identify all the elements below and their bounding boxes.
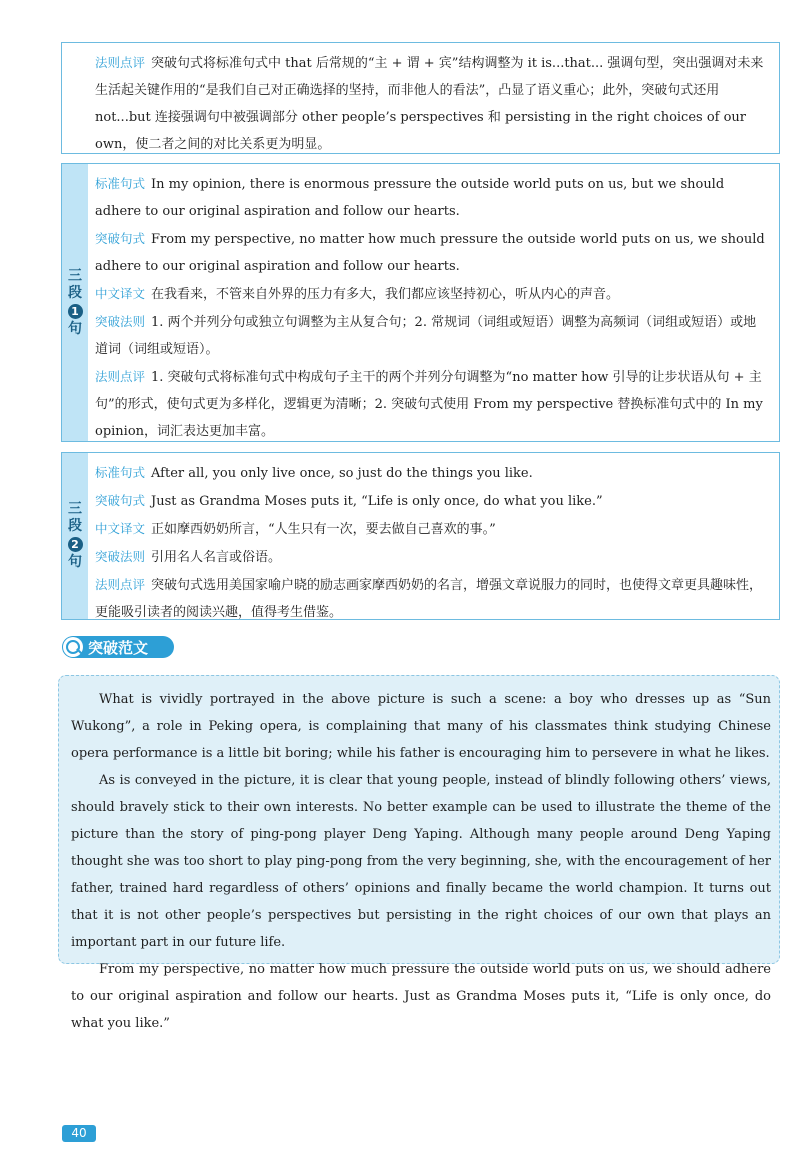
side-number-badge: 2	[68, 537, 83, 552]
label-breakthrough: 突破句式	[95, 231, 146, 246]
page-number: 40	[62, 1125, 96, 1142]
label-rule-comment: 法则点评	[95, 55, 146, 70]
magnifier-icon	[63, 637, 83, 657]
comment-box-previous	[61, 42, 780, 154]
row-chinese-translation	[95, 280, 769, 308]
text-breakthrough: Just as Grandma Moses puts it, “Life is only once, do what you like.”	[151, 494, 603, 509]
row-standard-sentence	[95, 170, 769, 225]
text-rule-comment: 突破句式选用美国家喻户晓的励志画家摩西奶奶的名言，增强文章说服力的同时，也使得文章更具趣味性，更能吸引读者的阅读兴趣，值得考生借鉴。	[95, 578, 763, 620]
row-rule-comment	[95, 571, 769, 626]
text-standard: In my opinion, there is enormous pressure the outside world puts on us, but we should adhere to our original aspiration and follow our hearts.	[95, 177, 725, 219]
section-header-sample-essay	[62, 636, 174, 658]
side-label-para3-sent2	[62, 453, 88, 619]
side-char: 三	[68, 267, 82, 284]
text-rule: 1. 两个并列分句或独立句调整为主从复合句；2. 常规词（词组或短语）调整为高频词（词组或短语）或地道词（词组或短语）。	[95, 315, 757, 357]
text-rule-comment: 1. 突破句式将标准句式中构成句子主干的两个并列分句调整为“no matter how 引导的让步状语从句 + 主句”的形式，使句式更为多样化，逻辑更为清晰；2. 突破句式使用 From my perspective 替换标准句式中的 In my opinion，词汇表达更加丰富。	[95, 370, 763, 439]
side-number-badge: 1	[68, 304, 83, 319]
paragraph-3-sentence-1-box	[61, 163, 780, 442]
side-char: 句	[68, 554, 82, 570]
section-title: 突破范文	[88, 638, 149, 657]
row-standard-sentence	[95, 459, 769, 487]
essay-paragraph-1: What is vividly portrayed in the above picture is such a scene: a boy who dresses up as “Sun Wukong”, a role in Peking opera, is complaining that many of his classmates think studying Chinese opera performance is a little bit boring; while his father is encouraging him to persevere in what he likes.	[71, 692, 771, 761]
row-breakthrough-rule	[95, 308, 769, 363]
label-rule-comment: 法则点评	[95, 577, 146, 592]
side-label-para3-sent1	[62, 164, 88, 441]
label-rule: 突破法则	[95, 314, 146, 329]
row-breakthrough-sentence	[95, 487, 769, 515]
label-translation: 中文译文	[95, 521, 146, 536]
paragraph-3-sentence-2-box	[61, 452, 780, 620]
label-breakthrough: 突破句式	[95, 493, 146, 508]
row-rule-comment	[95, 49, 769, 158]
text-translation: 正如摩西奶奶所言，“人生只有一次，要去做自己喜欢的事。”	[151, 522, 496, 537]
sample-essay-box	[58, 675, 780, 1031]
essay-paragraph-2: As is conveyed in the picture, it is clear that young people, instead of blindly following others’ views, should bravely stick to their own interests. No better example can be used to illustrate the theme of the picture than the story of ping-pong player Deng Yaping. Although many people around Deng Yaping thought she was too short to play ping-pong from the very beginning, she, with the encouragement of her father, trained hard regardless of others’ opinions and finally became the world champion. It turns out that it is not other people’s perspectives but persisting in the right choices of our own that plays an important part in our future life.	[71, 773, 771, 950]
side-char: 段	[68, 284, 82, 301]
row-breakthrough-rule	[95, 543, 769, 571]
essay-paragraph-3: From my perspective, no matter how much pressure the outside world puts on us, we should adhere to our original aspiration and follow our hearts. Just as Grandma Moses puts it, “Life is only once, do what you like.”	[71, 962, 771, 1031]
text-rule-comment: 突破句式将标准句式中 that 后常规的“主 + 谓 + 宾”结构调整为 it is...that... 强调句型，突出强调对未来生活起关键作用的“是我们自己对正确选择的坚持，而非他人的看法”，凸显了语义重心；此外，突破句式还用 not...but 连接强调句中被强调部分 other people’s perspectives 和 persisting in the right choices of our own，使二者之间的对比关系更为明显。	[95, 56, 764, 152]
text-breakthrough: From my perspective, no matter how much pressure the outside world puts on us, we should adhere to our original aspiration and follow our hearts.	[95, 232, 765, 274]
text-rule: 引用名人名言或俗语。	[151, 550, 282, 565]
row-rule-comment	[95, 363, 769, 445]
label-rule: 突破法则	[95, 549, 146, 564]
text-translation: 在我看来，不管来自外界的压力有多大，我们都应该坚持初心，听从内心的声音。	[151, 287, 620, 302]
label-rule-comment: 法则点评	[95, 369, 146, 384]
side-char: 段	[68, 518, 82, 534]
text-standard: After all, you only live once, so just do the things you like.	[151, 466, 533, 481]
row-breakthrough-sentence	[95, 225, 769, 280]
label-translation: 中文译文	[95, 286, 146, 301]
row-chinese-translation	[95, 515, 769, 543]
side-char: 三	[68, 501, 82, 517]
side-char: 句	[68, 320, 82, 337]
label-standard: 标准句式	[95, 176, 146, 191]
label-standard: 标准句式	[95, 465, 146, 480]
